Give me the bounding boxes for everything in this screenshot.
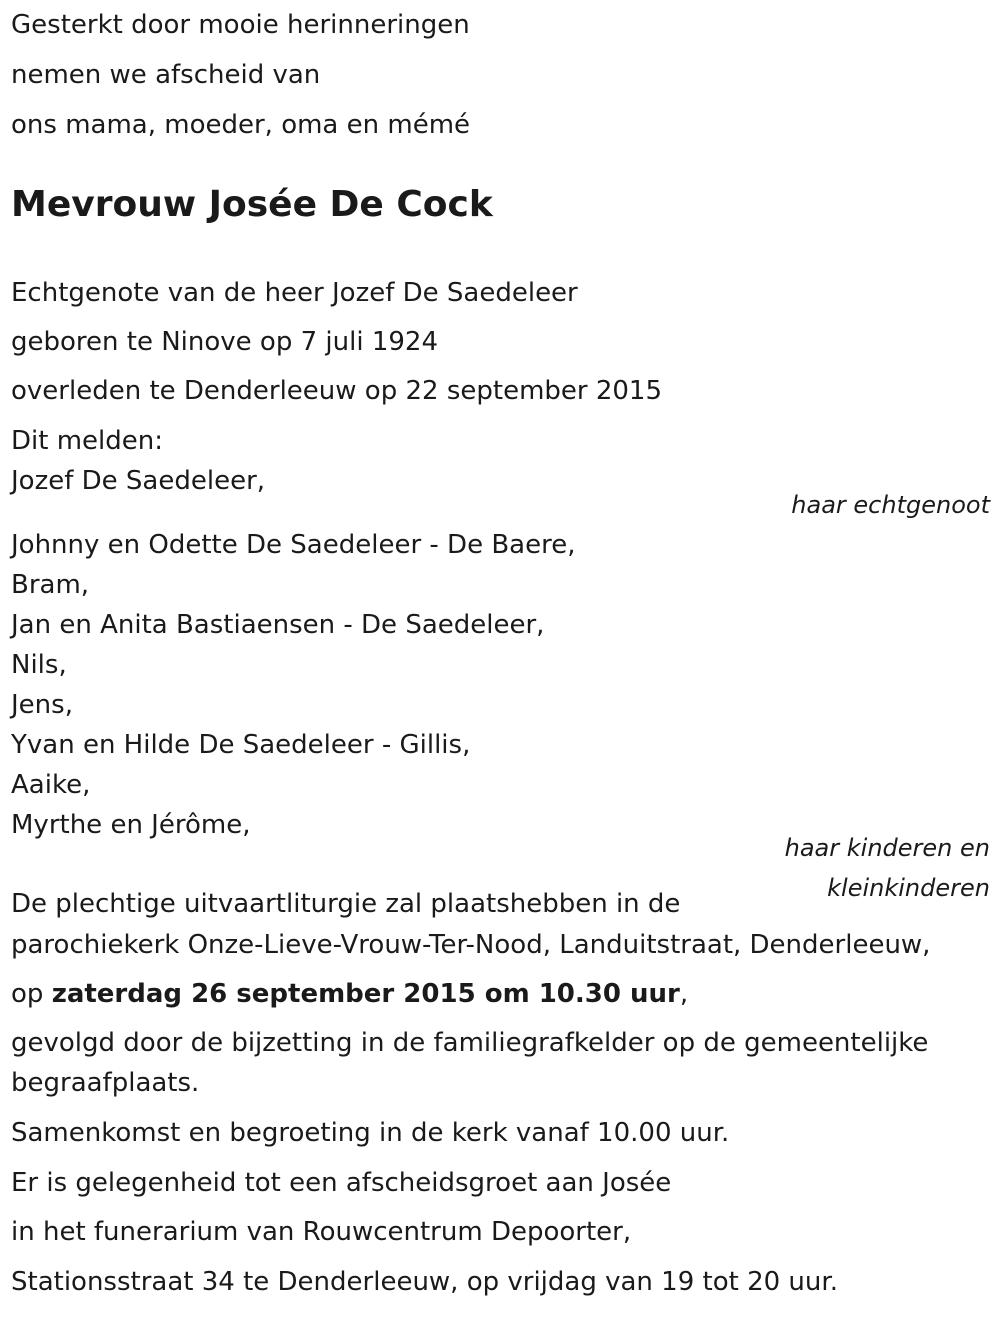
intro-line-3: ons mama, moeder, oma en mémé [11, 110, 471, 140]
intro-line-2: nemen we afscheid van [11, 60, 321, 90]
child-name: Jan en Anita Bastiaensen - De Saedeleer, [11, 610, 545, 640]
ceremony-date-suffix: , [679, 979, 689, 1009]
ceremony-date-line [11, 978, 688, 1010]
child-name: Jens, [11, 690, 73, 720]
ceremony-line-6: Samenkomst en begroeting in de kerk vanaf 10.00 uur. [11, 1118, 730, 1148]
ceremony-line-2: parochiekerk Onze-Lieve-Vrouw-Ter-Nood, Landuitstraat, Denderleeuw, [11, 930, 931, 960]
ceremony-line-5: begraafplaats. [11, 1068, 200, 1098]
detail-died: overleden te Denderleeuw op 22 september 2015 [11, 376, 663, 406]
child-name: Aaike, [11, 770, 91, 800]
ceremony-line-9: Stationsstraat 34 te Denderleeuw, op vrijdag van 19 tot 20 uur. [11, 1267, 838, 1297]
child-name: Yvan en Hilde De Saedeleer - Gillis, [11, 730, 471, 760]
ceremony-line-7: Er is gelegenheid tot een afscheidsgroet aan Josée [11, 1168, 672, 1198]
intro-line-1: Gesterkt door mooie herinneringen [11, 10, 470, 40]
ceremony-line-4: gevolgd door de bijzetting in de familiegrafkelder op de gemeentelijke [11, 1028, 929, 1058]
ceremony-date-prefix: op [11, 979, 52, 1009]
spouse-name: Jozef De Saedeleer, [11, 466, 266, 496]
children-role-line-2: kleinkinderen [827, 874, 990, 902]
child-name: Nils, [11, 650, 67, 680]
children-role-line-1: haar kinderen en [784, 834, 990, 862]
spouse-role: haar echtgenoot [791, 491, 990, 519]
child-name: Johnny en Odette De Saedeleer - De Baere, [11, 530, 576, 560]
child-name: Myrthe en Jérôme, [11, 810, 251, 840]
announcers-heading: Dit melden: [11, 426, 163, 456]
ceremony-line-8: in het funerarium van Rouwcentrum Depoorter, [11, 1217, 632, 1247]
detail-born: geboren te Ninove op 7 juli 1924 [11, 327, 438, 357]
ceremony-date: zaterdag 26 september 2015 om 10.30 uur [51, 979, 680, 1009]
detail-spouse: Echtgenote van de heer Jozef De Saedeleer [11, 278, 578, 308]
deceased-name: Mevrouw Josée De Cock [11, 184, 493, 225]
child-name: Bram, [11, 570, 90, 600]
ceremony-line-1: De plechtige uitvaartliturgie zal plaatshebben in de [11, 889, 681, 919]
